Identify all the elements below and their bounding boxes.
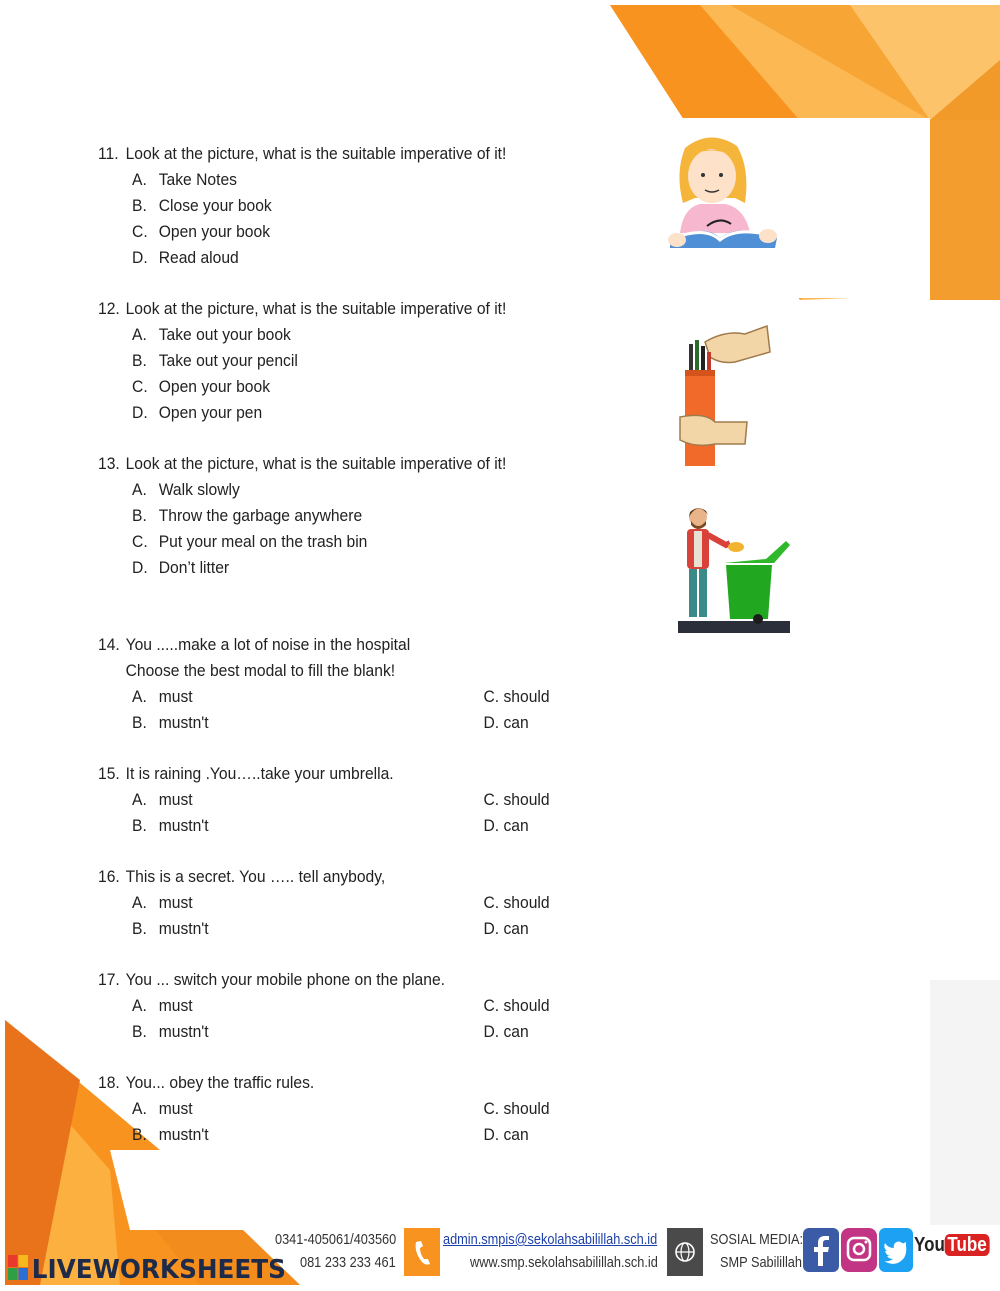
option-c[interactable]: C. Open your book xyxy=(132,222,271,241)
instagram-icon[interactable] xyxy=(841,1228,877,1272)
option-a[interactable]: A. must xyxy=(132,687,193,706)
girl-reading-illustration xyxy=(665,128,780,253)
globe-icon xyxy=(667,1228,703,1276)
question-subtext: Choose the best modal to fill the blank! xyxy=(125,661,396,680)
phone-icon xyxy=(404,1228,440,1276)
phone-secondary: 081 233 233 461 xyxy=(300,1254,396,1271)
question-text: This is a secret. You ….. tell anybody, xyxy=(125,867,386,886)
option-d[interactable]: D. Read aloud xyxy=(132,248,239,267)
man-trash-bin-illustration xyxy=(678,503,793,633)
option-a[interactable]: A. Walk slowly xyxy=(132,480,240,499)
question-text: You... obey the traffic rules. xyxy=(125,1073,315,1092)
question-text: You ... switch your mobile phone on the plane. xyxy=(125,970,445,989)
option-a[interactable]: A. must xyxy=(132,996,193,1015)
option-c[interactable]: C. should xyxy=(483,687,550,706)
website-link[interactable]: www.smp.sekolahsabilillah.sch.id xyxy=(470,1254,658,1271)
liveworksheets-logo: LIVEWORKSHEETS xyxy=(8,1255,286,1285)
pencil-case-illustration xyxy=(675,322,775,472)
option-a[interactable]: A. Take out your book xyxy=(132,325,291,344)
question-text: Look at the picture, what is the suitable imperative of it! xyxy=(125,299,507,318)
question-18: 18. You... obey the traffic rules. A. must C. should B. mustn't D. can xyxy=(98,1070,314,1148)
option-b[interactable]: B. Close your book xyxy=(132,196,272,215)
social-media-label: SOSIAL MEDIA: xyxy=(710,1231,804,1248)
option-b[interactable]: B. mustn't xyxy=(132,1022,209,1041)
option-a[interactable]: A. must xyxy=(132,790,193,809)
phone-primary: 0341-405061/403560 xyxy=(275,1231,397,1248)
social-media-name: SMP Sabilillah xyxy=(720,1254,802,1271)
option-a[interactable]: A. must xyxy=(132,1099,193,1118)
question-text: Look at the picture, what is the suitable imperative of it! xyxy=(125,144,507,163)
question-14: 14. You .....make a lot of noise in the hospital Choose the best modal to fill the blank! A. must C. should B. mustn't D. can xyxy=(98,632,410,736)
option-c[interactable]: C. should xyxy=(483,996,550,1015)
twitter-icon[interactable] xyxy=(879,1228,913,1272)
facebook-icon[interactable] xyxy=(803,1228,839,1272)
question-13: 13. Look at the picture, what is the suitable imperative of it! A. Walk slowly B. Throw the garbage anywhere C. Put your meal on the trash bin D. Don’t litter xyxy=(98,451,506,581)
option-d[interactable]: D. can xyxy=(483,713,529,732)
option-d[interactable]: D. can xyxy=(483,816,529,835)
option-b[interactable]: B. Throw the garbage anywhere xyxy=(132,506,363,525)
option-d[interactable]: D. Don’t litter xyxy=(132,558,230,577)
question-15: 15. It is raining .You…..take your umbrella. A. must C. should B. mustn't D. can xyxy=(98,761,394,839)
question-text: It is raining .You…..take your umbrella. xyxy=(125,764,394,783)
option-b[interactable]: B. mustn't xyxy=(132,713,209,732)
youtube-icon[interactable]: You Tube xyxy=(914,1234,989,1257)
question-11: 11. Look at the picture, what is the suitable imperative of it! A. Take Notes B. Close your book C. Open your book D. Read aloud xyxy=(98,141,506,271)
option-a[interactable]: A. Take Notes xyxy=(132,170,237,189)
question-12: 12. Look at the picture, what is the suitable imperative of it! A. Take out your book B. Take out your pencil C. Open your book D. Open your pen xyxy=(98,296,506,426)
option-d[interactable]: D. can xyxy=(483,1022,529,1041)
option-d[interactable]: D. can xyxy=(483,919,529,938)
option-c[interactable]: C. Open your book xyxy=(132,377,271,396)
email-link[interactable]: admin.smpis@sekolahsabilillah.sch.id xyxy=(443,1231,658,1248)
question-text: Look at the picture, what is the suitable imperative of it! xyxy=(125,454,507,473)
question-text: You .....make a lot of noise in the hospital xyxy=(125,635,411,654)
option-c[interactable]: C. Put your meal on the trash bin xyxy=(132,532,368,551)
option-c[interactable]: C. should xyxy=(483,893,550,912)
option-c[interactable]: C. should xyxy=(483,1099,550,1118)
option-a[interactable]: A. must xyxy=(132,893,193,912)
option-d[interactable]: D. can xyxy=(483,1125,529,1144)
option-b[interactable]: B. mustn't xyxy=(132,919,209,938)
question-17: 17. You ... switch your mobile phone on the plane. A. must C. should B. mustn't D. can xyxy=(98,967,445,1045)
question-16: 16. This is a secret. You ….. tell anybody, A. must C. should B. mustn't D. can xyxy=(98,864,385,942)
live-badge-icon xyxy=(8,1255,29,1281)
option-b[interactable]: B. Take out your pencil xyxy=(132,351,298,370)
option-c[interactable]: C. should xyxy=(483,790,550,809)
option-b[interactable]: B. mustn't xyxy=(132,816,209,835)
option-d[interactable]: D. Open your pen xyxy=(132,403,263,422)
option-b[interactable]: B. mustn't xyxy=(132,1125,209,1144)
